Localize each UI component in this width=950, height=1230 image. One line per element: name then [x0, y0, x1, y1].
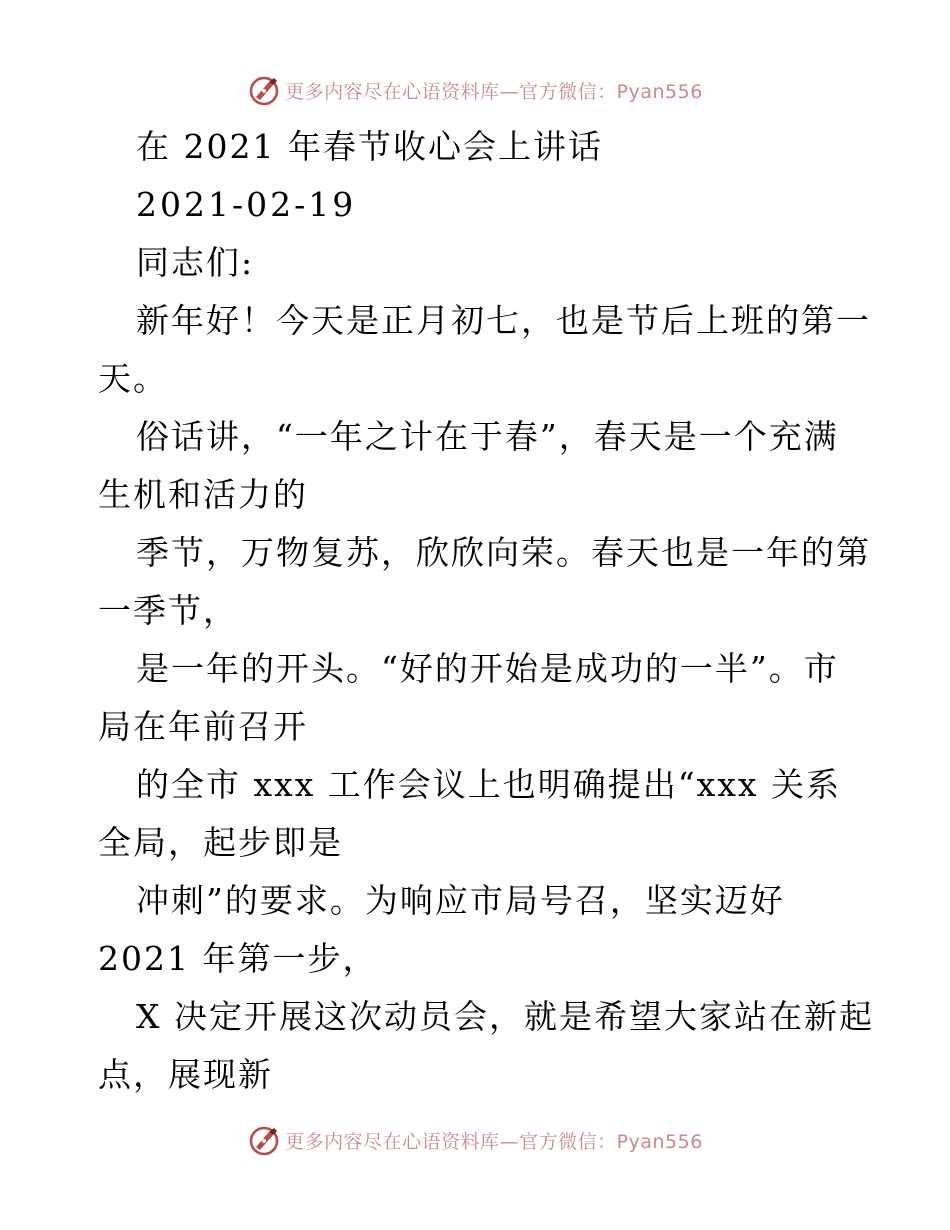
paragraph-line: 一季节， — [98, 591, 238, 630]
paragraph-line: 局在年前召开 — [98, 707, 308, 746]
paragraph-line: 全局，起步即是 — [98, 823, 343, 862]
speech-date: 2021-02-19 — [136, 185, 357, 224]
document-body — [98, 118, 874, 1104]
salutation: 同志们: — [136, 243, 255, 282]
paragraph-line: 俗话讲，“一年之计在于春”，春天是一个充满 — [136, 417, 839, 456]
paragraph-line: 冲刺”的要求。为响应市局号召，坚实迈好 — [136, 881, 785, 920]
paragraph-line: 是一年的开头。“好的开始是成功的一半”。市 — [136, 649, 839, 688]
pen-logo-icon — [247, 73, 281, 107]
paragraph-line: 2021 年第一步， — [98, 939, 378, 978]
watermark-text: 更多内容尽在心语资料库—官方微信：Pyan556 — [285, 80, 703, 103]
watermark-text: 更多内容尽在心语资料库—官方微信：Pyan556 — [285, 1130, 703, 1153]
paragraph-line: 新年好！今天是正月初七，也是节后上班的第一 — [136, 301, 871, 340]
speech-title: 在 2021 年春节收心会上讲话 — [136, 127, 603, 166]
pen-logo-icon — [247, 1123, 281, 1157]
paragraph-line: X 决定开展这次动员会，就是希望大家站在新起 — [136, 997, 874, 1036]
header-watermark — [0, 72, 950, 108]
footer-watermark — [0, 1122, 950, 1158]
paragraph-line: 点，展现新 — [98, 1055, 273, 1094]
paragraph-line: 季节，万物复苏，欣欣向荣。春天也是一年的第 — [136, 533, 871, 572]
paragraph-line: 的全市 xxx 工作会议上也明确提出“xxx 关系 — [136, 765, 842, 804]
paragraph-line: 生机和活力的 — [98, 475, 308, 514]
paragraph-line: 天。 — [98, 359, 168, 398]
